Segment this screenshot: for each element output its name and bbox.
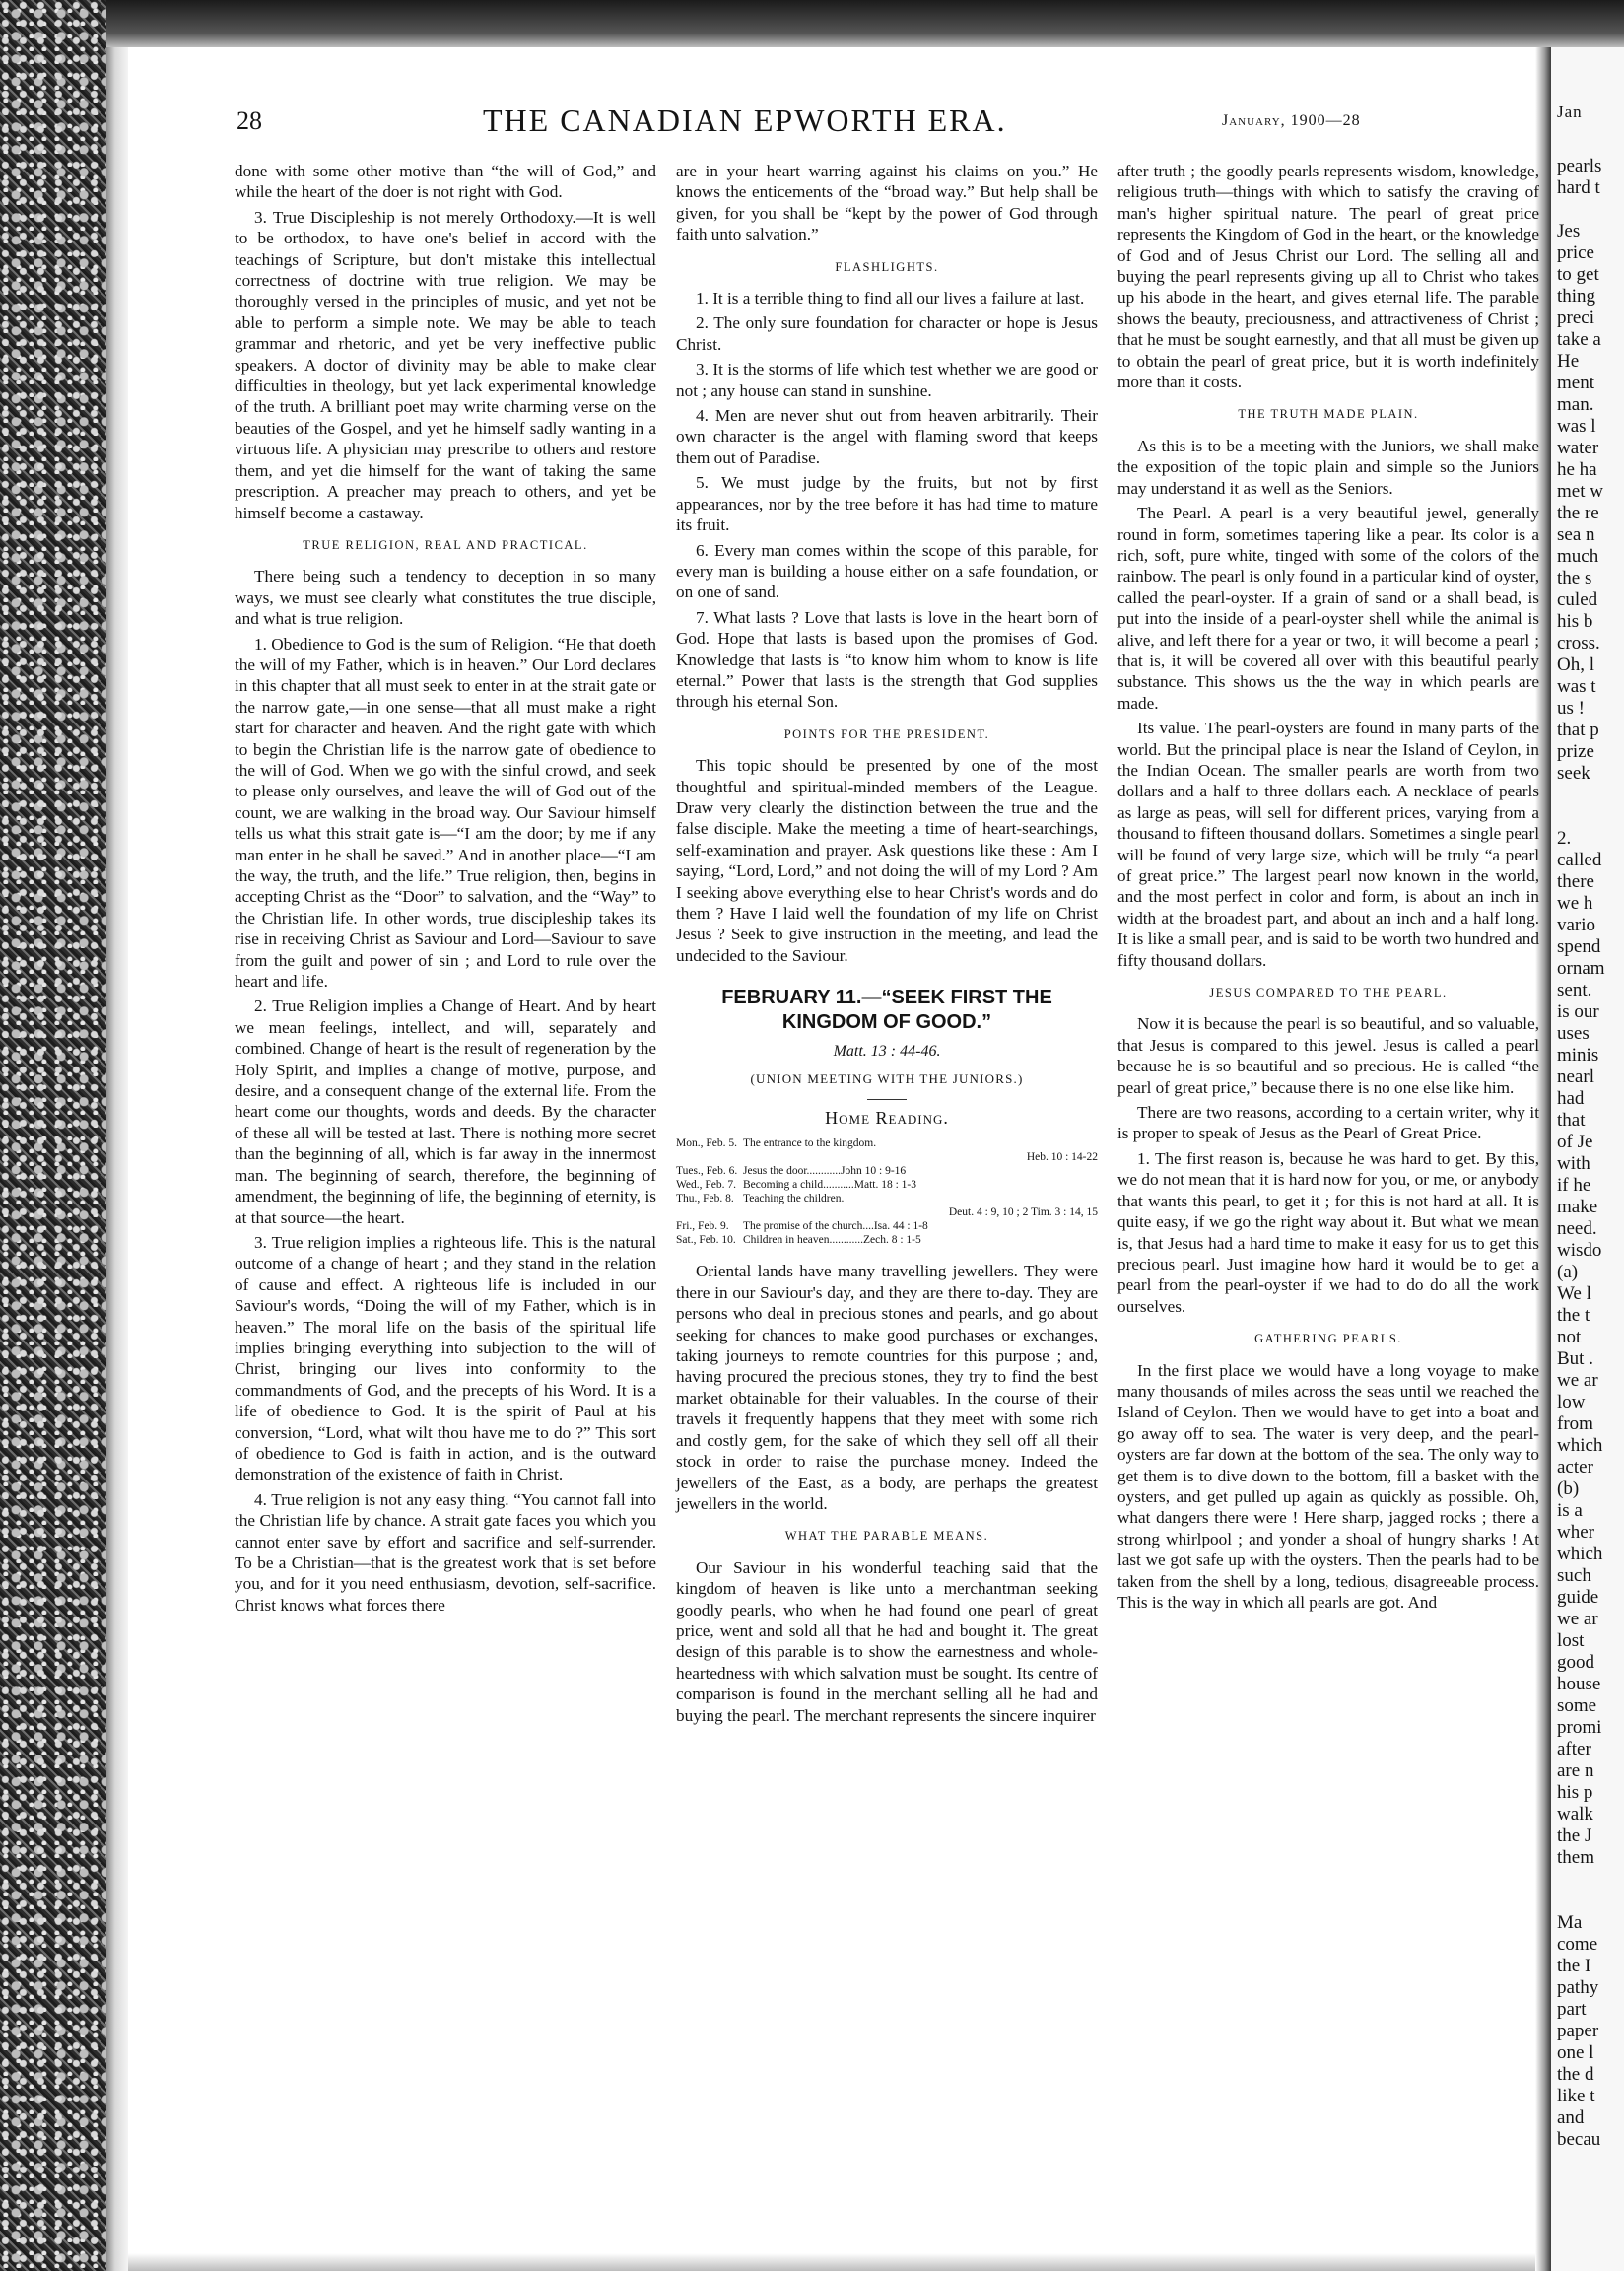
section-heading: FLASHLIGHTS. <box>835 259 939 274</box>
magazine-page <box>128 47 1539 2253</box>
bottom-scan-edge <box>128 2253 1535 2271</box>
reading-day: Sat., Feb. 10. <box>676 1234 736 1247</box>
reading-day: Tues., Feb. 6. <box>676 1165 738 1178</box>
reading-text: Teaching the children. <box>743 1193 845 1205</box>
paragraph: This topic should be presented by one of the most thoughtful and spiritual-minded members of the League. Draw very clearly the distinction between the true and the false disciple. Make the meeting a time of heart-searchings, self-examination and prayer. Ask questions like these : Am I saying, “Lord, Lord,” and not doing the will of my Lord ? Am I seeking above everything else to hear Christ's words and do them ? Have I laid well the foundation of my life on Christ Jesus ? Seek to give instruction in the meeting, and lead the undecided to the Saviour. <box>676 756 1098 965</box>
home-reading-title: Home Reading. <box>825 1108 949 1129</box>
reading-reference: Deut. 4 : 9, 10 ; 2 Tim. 3 : 14, 15 <box>948 1206 1098 1219</box>
section-heading: GATHERING PEARLS. <box>1254 1332 1402 1346</box>
reading-entry <box>743 1219 1098 1233</box>
next-page-fragment <box>1551 47 1624 2271</box>
page-header <box>237 103 1518 146</box>
divider <box>867 1099 907 1100</box>
home-reading-row <box>676 1178 1098 1192</box>
reading-day: Mon., Feb. 5. <box>676 1137 737 1150</box>
paragraph: 1. Obedience to God is the sum of Religion. “He that doeth the will of my Father, which is in heaven.” Our Lord declares in this chapter that all must seek to enter in at the strait gate or the narrow gate,—in one sense—that all must make a right start for character and heaven. And the right gate with which to begin the Christian life is the narrow gate of obedience to the will of God. When we go with the sinful crowd, and seek to please only ourselves, and leave the will of God out of the count, we are walking in the broad way. Our Saviour himself tells us what this strait gate is—“I am the door; by me if any man enter in he shall be saved.” And in another place—“I am the way, the truth, and the life.” True religion, then, begins in accepting Christ as the “Door” to salvation, and the “Way” to the Christian life. In other words, true discipleship takes its rise in receiving Christ as Saviour and Lord—Saviour to save from the guilt and power of sin ; and Lord to rule over the heart and life. <box>235 634 656 992</box>
paragraph: Now it is because the pearl is so beautiful, and so valuable, that Jesus is compared to this jewel. Jesus is called a pearl because he is so beautiful and so precious. He is called “the pearl of great price,” because there is no one else like him. <box>1117 1014 1539 1097</box>
list-item: 3. It is the storms of life which test whether we are good or not ; any house can stand in sunshine. <box>676 360 1098 400</box>
next-page-text: pearls hard t Jes price to get thing preci take a He ment man. was l water he ha met w the re sea n much the s culed his b cross. Oh, l was t us ! that p prize seek 2. called there we h vario spend ornam sent. is our uses minis nearl had that of Je with if he make need. wisdo (a) We l the t not But . we ar low from which acter (b) is a wher which such guide we ar lost good house some promi after are n his p walk the J them Ma come the I pathy part paper one l the d like t and becau <box>1557 156 1605 2150</box>
paragraph: The Pearl. A pearl is a very beautiful jewel, generally round in form, sometimes tapering like a pear. Its color is a rich, soft, pure white, tinged with some of the colors of the rainbow. The pearl is only found in a particular kind of oyster, called the pearl-oyster. If a grain of sand or a shall bead, is put into the inside of a pearl-oyster shell while the animal is alive, and left there for a year or two, it will become a pearl ; that is, it will be covered all over with this beautiful pearly substance. This shows us the the way in which pearls are made. <box>1117 504 1539 713</box>
reading-text: The entrance to the kingdom. <box>743 1137 877 1150</box>
reading-entry <box>743 1192 1098 1219</box>
column-left <box>235 161 656 1619</box>
column-middle <box>676 161 1098 1730</box>
paragraph: Our Saviour in his wonderful teaching said that the kingdom of heaven is like unto a merchantman seeking goodly pearls, who when he had found one pearl of great price, went and sold all that he had and bought it. The great design of this parable is to show the earnestness and whole-heartedness with which salvation must be sought. Its centre of comparison is found in the merchant selling all he had and buying the pearl. The merchant represents the sincere inquirer <box>676 1557 1098 1725</box>
section-heading: JESUS COMPARED TO THE PEARL. <box>1209 986 1448 1000</box>
top-scan-edge <box>106 0 1624 47</box>
issue-date: January, 1900—28 <box>1222 112 1361 129</box>
paragraph: Oriental lands have many travelling jewellers. They were there in our Saviour's day, and they are there to-day. They are persons who deal in precious stones and pearls, and go about seeking for chances to make good purchases or exchanges, taking journeys to remote countries for this purpose ; and, having procured the precious stones, they try to find the best market obtainable for their valuables. In the course of their travels it frequently happens that they meet with some rich and costly gem, for the sake of which they sell off all their stock in order to raise the purchase money. Indeed the jewellers of the East, as a body, are perhaps the greatest jewellers in the world. <box>676 1262 1098 1513</box>
home-readings-list <box>676 1136 1098 1247</box>
paragraph: 4. True religion is not any easy thing. “You cannot fall into the Christian life by chance. A strait gate faces you which you cannot enter save by effort and sacrifice and self-surrender. To be a Christian—that is the greatest work that is set before you, and for it you need enthusiasm, devotion, self-sacrifice. Christ knows what forces there <box>235 1489 656 1615</box>
home-reading-row <box>676 1136 1098 1164</box>
home-reading-row <box>676 1164 1098 1178</box>
reading-entry <box>743 1164 1098 1178</box>
reading-text: Becoming a child...........Matt. 18 : 1-3 <box>743 1179 916 1192</box>
list-item: 4. Men are never shut out from heaven arbitrarily. Their own character is the angel with flaming sword that keeps them out of Paradise. <box>676 406 1098 467</box>
section-heading: THE TRUTH MADE PLAIN. <box>1238 407 1419 422</box>
section-heading: WHAT THE PARABLE MEANS. <box>784 1529 989 1544</box>
reading-day: Wed., Feb. 7. <box>676 1179 737 1192</box>
list-item: 1. It is a terrible thing to find all our lives a failure at last. <box>696 289 1085 309</box>
home-reading-row <box>676 1233 1098 1247</box>
paragraph: 1. The first reason is, because he was hard to get. By this, we do not mean that it is hard now for you, or me, or anybody that wants this pearl, to get it ; for this is not hard at all. It is quite easy, if we go the right way about it. But what we mean is, that Jesus had a hard time to make it easy for us to get this precious pearl. Just imagine how hard it would be to get a pearl from the pearl-oyster if we had to do do all the work ourselves. <box>1117 1148 1539 1316</box>
page-number: 28 <box>237 106 262 135</box>
column-right <box>1117 161 1539 1617</box>
section-heading: TRUE RELIGION, REAL AND PRACTICAL. <box>303 537 588 552</box>
paragraph: As this is to be a meeting with the Juniors, we shall make the exposition of the topic plain and simple so the Juniors may understand it as well as the Seniors. <box>1117 436 1539 498</box>
topic-heading: FEBRUARY 11.—“SEEK FIRST THE KINGDOM OF GOOD.” <box>721 987 1052 1034</box>
list-item: 7. What lasts ? Love that lasts is love in the heart born of God. Hope that lasts is based upon the promises of God. Knowledge that lasts is “to know him whom to know is life eternal.” Power that lasts is the strength that God supplies through his eternal Son. <box>676 607 1098 712</box>
magazine-title: THE CANADIAN EPWORTH ERA. <box>483 103 1007 138</box>
section-heading: POINTS FOR THE PRESIDENT. <box>783 726 990 741</box>
list-item: 6. Every man comes within the scope of this parable, for every man is building a house either on a safe foundation, or on one of sand. <box>676 540 1098 602</box>
paragraph: Its value. The pearl-oysters are found in many parts of the world. But the principal place is near the Island of Ceylon, in the Indian Ocean. The smaller pearls are worth from two dollars and a half to three dollars each. A necklace of pearls as large as peas, will sell for different prices, varying from a thousand to fifteen thousand dollars. Sometimes a single pearl will be found of very large size, which will be truly “a pearl of great price.” The largest pearl now known in the world, and the most perfect in color and form, is about an inch in width at the broadest part, and about an inch and a half long. It is like a small pear, and is said to be worth two hundred and fifty thousand dollars. <box>1117 719 1539 970</box>
scripture-reference: Matt. 13 : 44-46. <box>833 1043 941 1061</box>
paragraph: done with some other motive than “the will of God,” and while the heart of the doer is not right with God. <box>235 162 656 202</box>
paragraph: There being such a tendency to deception in so many ways, we must see clearly what constitutes the true disciple, and what is true religion. <box>235 567 656 629</box>
reading-entry <box>743 1178 1098 1192</box>
reading-entry <box>743 1136 1098 1164</box>
page-binding-edge <box>106 0 128 2271</box>
reading-entry <box>743 1233 1098 1247</box>
reading-text: The promise of the church....Isa. 44 : 1-8 <box>743 1220 928 1233</box>
next-page-header: Jan <box>1557 103 1583 121</box>
reading-reference: Heb. 10 : 14-22 <box>1026 1151 1098 1164</box>
reading-text: Children in heaven............Zech. 8 : 1-5 <box>743 1234 921 1247</box>
paragraph: are in your heart warring against his claims on you.” He knows the enticements of the “broad way.” But help shall be given, for you shall be “kept by the power of God through faith unto salvation.” <box>676 162 1098 244</box>
paragraph: In the first place we would have a long voyage to make many thousands of miles across the seas until we reached the Island of Ceylon. Then we would have to get into a boat and go away off to sea. The water is very deep, and the pearl-oysters are far down at the bottom of the sea. The only way to get them is to dive down to the bottom, fill a basket with the oysters, and get pulled up again as quickly as possible. Oh, what dangers there were ! Here sharp, jagged rocks ; there a strong whirlpool ; and yonder a shoal of hungry sharks ! At last we got safe up with the oysters. Then the pearls had to be taken from the shell by a long, tedious, disagreeable process. This is the way in which all pearls are got. And <box>1117 1360 1539 1612</box>
paragraph: 3. True religion implies a righteous life. This is the natural outcome of a change of heart ; and they stand in the relation of cause and effect. A righteous life is included in our Saviour's words, “Doing the will of my Father, which is in heaven.” The moral life on the basis of the spiritual life implies bringing everything into subjection to the will of Christ, bringing our lives into conformity to the commandments of God, and the precepts of his Word. It is a life of obedience to God. It is the spirit of Paul at his conversion, “Lord, what wilt thou have me to do ?” This sort of obedience to God is faith in action, and is the outward demonstration of the existence of faith in Christ. <box>235 1232 656 1484</box>
left-border-ornament <box>0 0 106 2271</box>
paragraph: 3. True Discipleship is not merely Orthodoxy.—It is well to be orthodox, to have one's belief in accord with the teachings of Scripture, but don't mistake this intellectual correctness of doctrine with true religion. We may be thoroughly versed in the principles of music, and yet not be able to perform a simple note. We may be able to teach grammar and rhetoric, and yet be very ineffective public speakers. A doctor of divinity may be able to make clear difficulties in theology, but yet lack experimental knowledge of the truth. A brilliant poet may write charming verse on the beauties of the Gospel, and yet he himself sadly wanting in a virtuous life. A physician may prescribe to others and restore them, and yet die himself for the want of taking the same prescription. A preacher may preach to others, and yet be himself become a castaway. <box>235 207 656 522</box>
list-item: 5. We must judge by the fruits, but not by first appearances, nor by the tree before it has had time to mature its fruit. <box>676 473 1098 535</box>
home-reading-row <box>676 1219 1098 1233</box>
meeting-note: (UNION MEETING WITH THE JUNIORS.) <box>750 1070 1024 1086</box>
home-reading-row <box>676 1192 1098 1219</box>
reading-day: Fri., Feb. 9. <box>676 1220 729 1233</box>
reading-text: Jesus the door............John 10 : 9-16 <box>743 1165 907 1178</box>
list-item: 2. The only sure foundation for character or hope is Jesus Christ. <box>676 313 1098 354</box>
paragraph: 2. True Religion implies a Change of Heart. And by heart we mean feelings, intellect, and will, separately and combined. Change of heart is the result of regeneration by the Holy Spirit, and implies a change of motive, purpose, and desire, and a consequent change of the external life. From the heart come our thoughts, words and deeds. By the character of these all will be tested at last. There is nothing more secret than the beginning of all, which is far away in the innermost man. The beginning of search, therefore, the beginning of amendment, the beginning of life, the beginning of eternity, is at that source—the heart. <box>235 997 656 1227</box>
paragraph: after truth ; the goodly pearls represents wisdom, knowledge, religious truth—things with which to satisfy the craving of man's higher spiritual nature. The pearl of great price represents the Kingdom of God in the heart, or the knowledge of God and of Jesus Christ our Lord. The selling all and buying the pearl represents giving up all to Christ who takes up his abode in the heart, and gives eternal life. The parable shows the beauty, preciousness, and attractiveness of Christ ; that he must be sought earnestly, and that all must be given up to obtain the pearl of great price, but it is worth indefinitely more than it costs. <box>1117 162 1539 392</box>
reading-day: Thu., Feb. 8. <box>676 1193 734 1205</box>
paragraph: There are two reasons, according to a certain writer, why it is proper to speak of Jesus as the Pearl of Great Price. <box>1117 1103 1539 1143</box>
